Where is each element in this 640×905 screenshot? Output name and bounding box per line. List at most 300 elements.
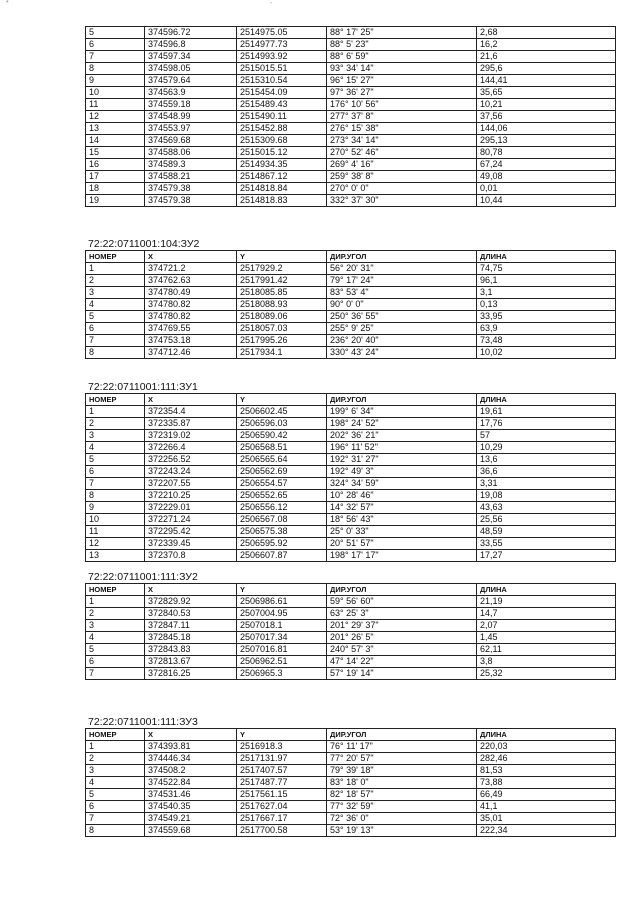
table-cell: 270° 52' 46" xyxy=(327,147,477,159)
table-cell: 10,21 xyxy=(477,99,616,111)
table-cell: 372845.18 xyxy=(145,632,237,644)
table-cell: 3 xyxy=(86,620,145,632)
table-cell: 3,31 xyxy=(477,478,616,490)
table-row xyxy=(86,63,616,75)
table-cell: 8 xyxy=(86,825,145,837)
table-header-row xyxy=(86,584,616,596)
table-row xyxy=(86,323,616,335)
table-cell: 3 xyxy=(86,430,145,442)
table-cell: 2515452.88 xyxy=(237,123,327,135)
table-cell: 259° 38' 8" xyxy=(327,171,477,183)
table-cell: 41,1 xyxy=(477,801,616,813)
table-cell: 13 xyxy=(86,123,145,135)
table-row xyxy=(86,418,616,430)
table-cell: 374393.81 xyxy=(145,741,237,753)
table-row xyxy=(86,526,616,538)
table-cell: 10,44 xyxy=(477,195,616,207)
table-cell: 1,45 xyxy=(477,632,616,644)
table-cell: 2517700.58 xyxy=(237,825,327,837)
table-cell: 372295.42 xyxy=(145,526,237,538)
table-cell: 2506562.69 xyxy=(237,466,327,478)
table-cell: 2507018.1 xyxy=(237,620,327,632)
table-cell: 2 xyxy=(86,275,145,287)
column-header: X xyxy=(145,394,237,406)
table-cell: 19 xyxy=(86,195,145,207)
table-cell: 8 xyxy=(86,347,145,359)
table-cell: 49,08 xyxy=(477,171,616,183)
table-cell: 374780.82 xyxy=(145,299,237,311)
table-cell: 77° 32' 59" xyxy=(327,801,477,813)
table-cell: 2 xyxy=(86,418,145,430)
column-header: Y xyxy=(237,729,327,741)
table-cell: 57 xyxy=(477,430,616,442)
table-cell: 198° 17' 17" xyxy=(327,550,477,562)
table-cell: 2515490.11 xyxy=(237,111,327,123)
table-cell: 374508.2 xyxy=(145,765,237,777)
table-cell: 14° 32' 57" xyxy=(327,502,477,514)
table-cell: 2506567.08 xyxy=(237,514,327,526)
table-cell: 6 xyxy=(86,466,145,478)
table-cell: 2514818.83 xyxy=(237,195,327,207)
table-cell: 96° 15' 27" xyxy=(327,75,477,87)
table-cell: 2515454.09 xyxy=(237,87,327,99)
table-cell: 276° 15' 38" xyxy=(327,123,477,135)
table-cell: 6 xyxy=(86,656,145,668)
table-cell: 372210.25 xyxy=(145,490,237,502)
table-row xyxy=(86,656,616,668)
table-cell: 1 xyxy=(86,263,145,275)
table-cell: 96,1 xyxy=(477,275,616,287)
table-cell: 10,29 xyxy=(477,442,616,454)
table-cell: 144,41 xyxy=(477,75,616,87)
table-cell: 25,56 xyxy=(477,514,616,526)
table-cell: 324° 34' 59" xyxy=(327,478,477,490)
table-cell: 192° 49' 3" xyxy=(327,466,477,478)
table-cell: 374588.21 xyxy=(145,171,237,183)
table-row xyxy=(86,538,616,550)
table-cell: 2515015.12 xyxy=(237,147,327,159)
table-row xyxy=(86,741,616,753)
table-cell: 6 xyxy=(86,39,145,51)
table-cell: 14,7 xyxy=(477,608,616,620)
table-row xyxy=(86,550,616,562)
table-cell: 2516918.3 xyxy=(237,741,327,753)
table-cell: 25,32 xyxy=(477,668,616,680)
table-row xyxy=(86,195,616,207)
table-cell: 6 xyxy=(86,801,145,813)
column-header: НОМЕР xyxy=(86,251,145,263)
table-row xyxy=(86,801,616,813)
table-row xyxy=(86,147,616,159)
table-cell: 220,03 xyxy=(477,741,616,753)
column-header: ДЛИНА xyxy=(477,729,616,741)
table-cell: 2506602.45 xyxy=(237,406,327,418)
table-cell: 372370.8 xyxy=(145,550,237,562)
table-cell: 273° 34' 14" xyxy=(327,135,477,147)
table-row xyxy=(86,454,616,466)
table-cell: 374780.49 xyxy=(145,287,237,299)
table-cell: 2517131.97 xyxy=(237,753,327,765)
table-cell: 7 xyxy=(86,478,145,490)
table-cell: 144,06 xyxy=(477,123,616,135)
table-cell: 7 xyxy=(86,335,145,347)
table-row xyxy=(86,644,616,656)
table-cell: 372843.83 xyxy=(145,644,237,656)
table-row xyxy=(86,171,616,183)
top-mark: - xyxy=(270,0,273,7)
table-row xyxy=(86,299,616,311)
coordinates-table xyxy=(85,393,616,562)
table-cell: 21,19 xyxy=(477,596,616,608)
table-cell: 374559.68 xyxy=(145,825,237,837)
table-cell: 2517561.15 xyxy=(237,789,327,801)
table-cell: 63° 25' 3" xyxy=(327,608,477,620)
table-cell: 374769.55 xyxy=(145,323,237,335)
column-header: ДИР.УГОЛ xyxy=(327,394,477,406)
table-cell: 374446.34 xyxy=(145,753,237,765)
table-cell: 10° 28' 46" xyxy=(327,490,477,502)
coordinates-table xyxy=(85,728,616,837)
table-cell: 5 xyxy=(86,454,145,466)
table-cell: 7 xyxy=(86,51,145,63)
table-cell: 59° 56' 60" xyxy=(327,596,477,608)
table-cell: 2515489.43 xyxy=(237,99,327,111)
table-cell: 35,01 xyxy=(477,813,616,825)
table-cell: 374549.21 xyxy=(145,813,237,825)
column-header: ДЛИНА xyxy=(477,251,616,263)
table-row xyxy=(86,99,616,111)
table-cell: 5 xyxy=(86,644,145,656)
table-cell: 374753.18 xyxy=(145,335,237,347)
table-cell: 372829.92 xyxy=(145,596,237,608)
column-header: НОМЕР xyxy=(86,729,145,741)
table-cell: 201° 26' 5" xyxy=(327,632,477,644)
table-row xyxy=(86,159,616,171)
table-row xyxy=(86,620,616,632)
table-cell: 72° 36' 0" xyxy=(327,813,477,825)
table-cell: 0,13 xyxy=(477,299,616,311)
table-row xyxy=(86,789,616,801)
table-row xyxy=(86,123,616,135)
table-cell: 332° 37' 30" xyxy=(327,195,477,207)
table-cell: 2518085.85 xyxy=(237,287,327,299)
table-cell: 80,78 xyxy=(477,147,616,159)
table-cell: 17,76 xyxy=(477,418,616,430)
table-cell: 10 xyxy=(86,87,145,99)
table-cell: 9 xyxy=(86,502,145,514)
table-cell: 33,55 xyxy=(477,538,616,550)
table-cell: 295,13 xyxy=(477,135,616,147)
table-cell: 4 xyxy=(86,777,145,789)
table-cell: 2507017.34 xyxy=(237,632,327,644)
column-header: Y xyxy=(237,584,327,596)
table-cell: 14 xyxy=(86,135,145,147)
column-header: ДИР.УГОЛ xyxy=(327,729,477,741)
table-cell: 7 xyxy=(86,668,145,680)
parcel-title: 72:22:0711001:104:ЗУ2 xyxy=(88,238,200,250)
table-row xyxy=(86,442,616,454)
table-cell: 48,59 xyxy=(477,526,616,538)
table-cell: 2506965.3 xyxy=(237,668,327,680)
table-cell: 374598.05 xyxy=(145,63,237,75)
table-cell: 2517487.77 xyxy=(237,777,327,789)
table-cell: 2518088.93 xyxy=(237,299,327,311)
table-cell: 2507004.95 xyxy=(237,608,327,620)
parcel-title: 72:22:0711001:111:ЗУ3 xyxy=(88,716,198,728)
table-cell: 43,63 xyxy=(477,502,616,514)
table-cell: 2506552.65 xyxy=(237,490,327,502)
table-cell: 2506554.57 xyxy=(237,478,327,490)
coordinate-section xyxy=(85,238,615,359)
table-cell: 372816.25 xyxy=(145,668,237,680)
column-header: X xyxy=(145,584,237,596)
table-cell: 33,95 xyxy=(477,311,616,323)
table-cell: 62,11 xyxy=(477,644,616,656)
table-cell: 374540.35 xyxy=(145,801,237,813)
table-cell: 374579.38 xyxy=(145,195,237,207)
table-cell: 90° 0' 0" xyxy=(327,299,477,311)
parcel-title: 72:22:0711001:111:ЗУ2 xyxy=(88,571,198,583)
table-cell: 56° 20' 31" xyxy=(327,263,477,275)
table-cell: 0,01 xyxy=(477,183,616,195)
table-cell: 372266.4 xyxy=(145,442,237,454)
table-cell: 2517667.17 xyxy=(237,813,327,825)
table-cell: 198° 24' 52" xyxy=(327,418,477,430)
table-row xyxy=(86,87,616,99)
table-cell: 372840.53 xyxy=(145,608,237,620)
table-row xyxy=(86,466,616,478)
table-cell: 8 xyxy=(86,490,145,502)
table-cell: 374559.18 xyxy=(145,99,237,111)
table-cell: 13,6 xyxy=(477,454,616,466)
table-cell: 374596.8 xyxy=(145,39,237,51)
coordinates-table xyxy=(85,583,616,680)
table-cell: 74,75 xyxy=(477,263,616,275)
table-row xyxy=(86,753,616,765)
table-cell: 2506986.61 xyxy=(237,596,327,608)
table-cell: 79° 39' 18" xyxy=(327,765,477,777)
table-cell: 199° 6' 34" xyxy=(327,406,477,418)
table-cell: 88° 6' 59" xyxy=(327,51,477,63)
table-cell: 201° 29' 37" xyxy=(327,620,477,632)
table-cell: 282,46 xyxy=(477,753,616,765)
table-cell: 372207.55 xyxy=(145,478,237,490)
table-cell: 17 xyxy=(86,171,145,183)
table-cell: 176° 10' 56" xyxy=(327,99,477,111)
table-cell: 3,8 xyxy=(477,656,616,668)
table-cell: 5 xyxy=(86,27,145,39)
table-cell: 240° 57' 3" xyxy=(327,644,477,656)
table-cell: 16 xyxy=(86,159,145,171)
column-header: ДЛИНА xyxy=(477,394,616,406)
table-cell: 372271.24 xyxy=(145,514,237,526)
table-cell: 2517991.42 xyxy=(237,275,327,287)
column-header: X xyxy=(145,251,237,263)
table-cell: 374712.46 xyxy=(145,347,237,359)
table-cell: 21,6 xyxy=(477,51,616,63)
table-cell: 2517934.1 xyxy=(237,347,327,359)
table-cell: 374553.97 xyxy=(145,123,237,135)
table-cell: 66,49 xyxy=(477,789,616,801)
table-cell: 295,6 xyxy=(477,63,616,75)
table-cell: 73,88 xyxy=(477,777,616,789)
table-row xyxy=(86,813,616,825)
table-cell: 372256.52 xyxy=(145,454,237,466)
table-row xyxy=(86,668,616,680)
coordinates-table xyxy=(85,250,616,359)
table-cell: 47° 14' 22" xyxy=(327,656,477,668)
table-cell: 250° 36' 55" xyxy=(327,311,477,323)
table-row xyxy=(86,478,616,490)
table-cell: 53° 19' 13" xyxy=(327,825,477,837)
table-row xyxy=(86,183,616,195)
table-cell: 93° 34' 14" xyxy=(327,63,477,75)
table-row xyxy=(86,608,616,620)
table-cell: 2517407.57 xyxy=(237,765,327,777)
table-cell: 196° 11' 52" xyxy=(327,442,477,454)
table-cell: 79° 17' 24" xyxy=(327,275,477,287)
table-cell: 2506568.51 xyxy=(237,442,327,454)
table-cell: 374721.2 xyxy=(145,263,237,275)
table-cell: 11 xyxy=(86,99,145,111)
table-cell: 2514934.35 xyxy=(237,159,327,171)
table-row xyxy=(86,347,616,359)
table-cell: 83° 18' 0" xyxy=(327,777,477,789)
table-cell: 372339.45 xyxy=(145,538,237,550)
table-cell: 10,02 xyxy=(477,347,616,359)
table-cell: 2507016.81 xyxy=(237,644,327,656)
table-cell: 77° 20' 57" xyxy=(327,753,477,765)
table-row xyxy=(86,335,616,347)
table-cell: 330° 43' 24" xyxy=(327,347,477,359)
table-cell: 2506962.51 xyxy=(237,656,327,668)
table-cell: 19,61 xyxy=(477,406,616,418)
table-cell: 236° 20' 40" xyxy=(327,335,477,347)
table-row xyxy=(86,490,616,502)
table-cell: 15 xyxy=(86,147,145,159)
table-cell: 88° 17' 25" xyxy=(327,27,477,39)
table-cell: 374762.63 xyxy=(145,275,237,287)
table-cell: 372229.01 xyxy=(145,502,237,514)
table-cell: 2515310.54 xyxy=(237,75,327,87)
table-cell: 19,08 xyxy=(477,490,616,502)
table-cell: 374579.64 xyxy=(145,75,237,87)
table-row xyxy=(86,825,616,837)
coordinate-section xyxy=(85,381,615,562)
table-cell: 192° 31' 27" xyxy=(327,454,477,466)
table-cell: 2514975.05 xyxy=(237,27,327,39)
table-row xyxy=(86,111,616,123)
table-cell: 1 xyxy=(86,596,145,608)
table-cell: 372354.4 xyxy=(145,406,237,418)
table-cell: 269° 4' 16" xyxy=(327,159,477,171)
table-cell: 374563.9 xyxy=(145,87,237,99)
table-cell: 67,24 xyxy=(477,159,616,171)
table-cell: 2517627.04 xyxy=(237,801,327,813)
table-cell: 17,27 xyxy=(477,550,616,562)
table-cell: 7 xyxy=(86,813,145,825)
table-cell: 2506556.12 xyxy=(237,502,327,514)
table-cell: 374589.3 xyxy=(145,159,237,171)
table-cell: 270° 0' 0" xyxy=(327,183,477,195)
table-cell: 2514993.92 xyxy=(237,51,327,63)
table-cell: 2514867.12 xyxy=(237,171,327,183)
table-cell: 372335.87 xyxy=(145,418,237,430)
table-cell: 374579.38 xyxy=(145,183,237,195)
coordinate-section xyxy=(85,571,615,680)
table-header-row xyxy=(86,729,616,741)
table-cell: 372243.24 xyxy=(145,466,237,478)
table-cell: 372319.02 xyxy=(145,430,237,442)
table-cell: 4 xyxy=(86,442,145,454)
table-cell: 374548.99 xyxy=(145,111,237,123)
table-cell: 36,6 xyxy=(477,466,616,478)
table-row xyxy=(86,135,616,147)
table-cell: 4 xyxy=(86,299,145,311)
table-cell: 37,56 xyxy=(477,111,616,123)
table-cell: 11 xyxy=(86,526,145,538)
table-cell: 4 xyxy=(86,632,145,644)
table-row xyxy=(86,75,616,87)
table-cell: 57° 19' 14" xyxy=(327,668,477,680)
table-header-row xyxy=(86,251,616,263)
table-cell: 2514818.84 xyxy=(237,183,327,195)
column-header: ДИР.УГОЛ xyxy=(327,251,477,263)
table-cell: 2 xyxy=(86,753,145,765)
table-row xyxy=(86,263,616,275)
table-row xyxy=(86,311,616,323)
parcel-title: 72:22:0711001:111:ЗУ1 xyxy=(88,381,198,393)
table-cell: 9 xyxy=(86,75,145,87)
table-cell: 63,9 xyxy=(477,323,616,335)
table-cell: 372813.67 xyxy=(145,656,237,668)
table-cell: 2506607.87 xyxy=(237,550,327,562)
table-cell: 2515015.51 xyxy=(237,63,327,75)
table-row xyxy=(86,27,616,39)
coordinate-section xyxy=(85,716,615,837)
table-cell: 202° 36' 21" xyxy=(327,430,477,442)
corner-mark: * xyxy=(6,0,9,7)
table-cell: 2506565.64 xyxy=(237,454,327,466)
table-cell: 2,68 xyxy=(477,27,616,39)
table-cell: 82° 18' 57" xyxy=(327,789,477,801)
table-cell: 3 xyxy=(86,765,145,777)
table-row xyxy=(86,287,616,299)
table-cell: 374588.06 xyxy=(145,147,237,159)
table-cell: 374569.68 xyxy=(145,135,237,147)
column-header: НОМЕР xyxy=(86,394,145,406)
table-cell: 374596.72 xyxy=(145,27,237,39)
table-cell: 18° 56' 43" xyxy=(327,514,477,526)
table-cell: 12 xyxy=(86,538,145,550)
table-cell: 25° 0' 33" xyxy=(327,526,477,538)
column-header: ДЛИНА xyxy=(477,584,616,596)
table-cell: 97° 36' 27" xyxy=(327,87,477,99)
table-row xyxy=(86,777,616,789)
table-cell: 88° 5' 23" xyxy=(327,39,477,51)
table-cell: 35,65 xyxy=(477,87,616,99)
table-cell: 73,48 xyxy=(477,335,616,347)
table-cell: 255° 9' 25" xyxy=(327,323,477,335)
table-row xyxy=(86,502,616,514)
table-cell: 2518089.06 xyxy=(237,311,327,323)
table-cell: 8 xyxy=(86,63,145,75)
table-row xyxy=(86,406,616,418)
table-cell: 2506590.42 xyxy=(237,430,327,442)
table-cell: 2506596.03 xyxy=(237,418,327,430)
table-cell: 2515309.68 xyxy=(237,135,327,147)
table-row xyxy=(86,632,616,644)
